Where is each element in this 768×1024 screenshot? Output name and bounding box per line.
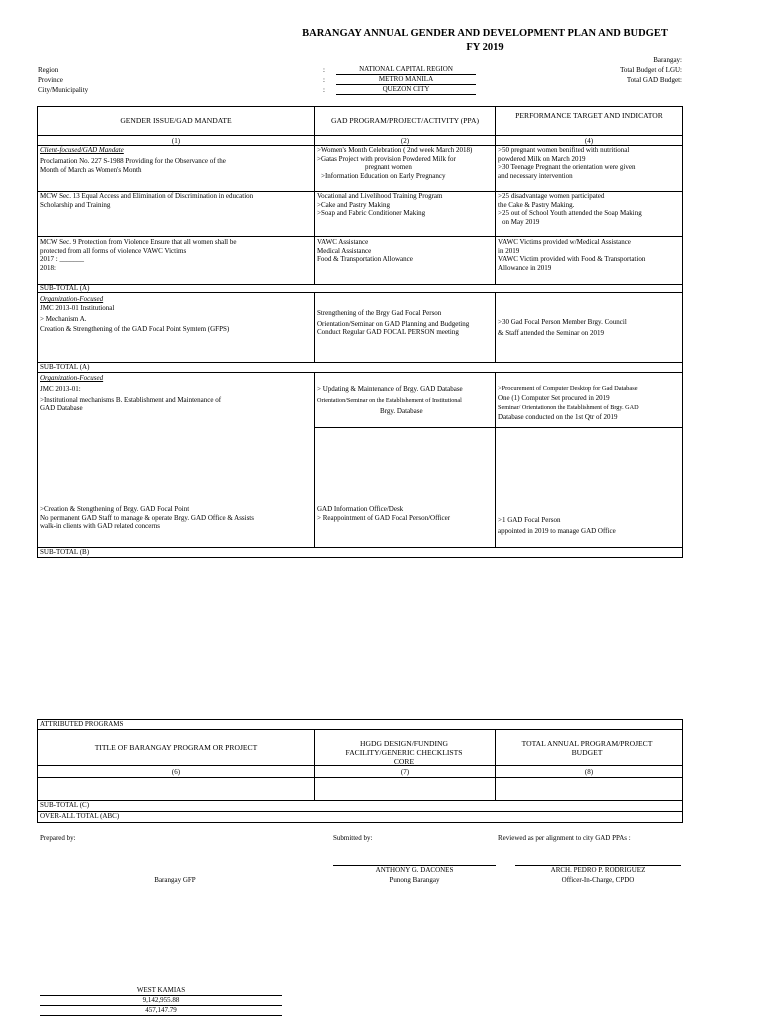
col8-number: (8) bbox=[584, 768, 594, 776]
col-target-header: PERFORMANCE TARGET AND INDICATOR bbox=[515, 111, 663, 120]
province-value: METRO MANILA bbox=[378, 75, 434, 83]
row2-target: >25 disadvantage women participated the Cake & Pastry Making. >25 out of School Youth attended the Soap Making on May 2019 bbox=[498, 192, 642, 226]
col2-number: (2) bbox=[400, 137, 410, 145]
section-client-focused: Client-focused/GAD Mandate bbox=[40, 146, 124, 154]
row1-mandate: Proclamation No. 227 S-1988 Providing for the Observance of the Month of March as Women's Month bbox=[40, 157, 226, 174]
row1-target: >50 pregnant women benifited with nutritional powdered Milk on March 2019 >30 Teenage Pregnant the orientation were given and necessary intervention bbox=[498, 146, 636, 180]
row3-target: VAWC Victims provided w/Medical Assistance in 2019 VAWC Victim provided with Food & Transportation Allowance in 2019 bbox=[498, 238, 646, 272]
reviewed-by-label: Reviewed as per alignment to city GAD PPAs : bbox=[498, 834, 631, 842]
gad-budget-value: 457,147.79 bbox=[145, 1006, 177, 1014]
subtotal-a-1: SUB-TOTAL (A) bbox=[40, 284, 90, 292]
attributed-programs-heading: ATTRIBUTED PROGRAMS bbox=[40, 720, 124, 728]
row6-ppa: GAD Information Office/Desk > Reappointment of GAD Focal Person/Officer bbox=[317, 505, 451, 522]
region-colon: : bbox=[323, 66, 325, 74]
city-label: City/Municipality bbox=[38, 86, 89, 94]
section-organization-focused-2: Organization-Focused bbox=[40, 374, 104, 382]
row3-ppa: VAWC Assistance Medical Assistance Food & Transportation Allowance bbox=[317, 238, 413, 264]
province-label: Province bbox=[38, 76, 63, 84]
submitted-by-label: Submitted by: bbox=[333, 834, 373, 842]
row5-target: >Procurement of Computer Desktop for Gad Database One (1) Computer Set procured in 2019 Seminar/ Orientationon the Establishment of Brgy. GAD Database conducted on the 1st Qtr of 2019 bbox=[498, 385, 639, 421]
row4-target: >30 Gad Focal Person Member Brgy. Council & Staff attended the Seminar on 2019 bbox=[498, 318, 627, 337]
row5-ppa: > Updating & Maintenance of Brgy. GAD Database Orientation/Seminar on the Establishement of Institutional Brgy. Database bbox=[317, 385, 463, 416]
col6-number: (6) bbox=[171, 768, 181, 776]
subtotal-b: SUB-TOTAL (B) bbox=[40, 548, 90, 556]
row2-mandate: MCW Sec. 13 Equal Access and Elimination of Discrimination in education Scholarship and Training bbox=[40, 192, 254, 209]
col4-number: (4) bbox=[584, 137, 594, 145]
col-budget-header: TOTAL ANNUAL PROGRAM/PROJECT BUDGET bbox=[521, 739, 653, 757]
prepared-role: Barangay GFP bbox=[154, 876, 196, 884]
city-value: QUEZON CITY bbox=[382, 85, 430, 93]
col7-number: (7) bbox=[400, 768, 410, 776]
lgu-budget-label: Total Budget of LGU: bbox=[620, 66, 682, 74]
region-label: Region bbox=[38, 66, 59, 74]
subtotal-c: SUB-TOTAL (C) bbox=[40, 801, 90, 809]
reviewed-role: Officer-In-Charge, CPDO bbox=[561, 876, 635, 884]
row6-target: >1 GAD Focal Person appointed in 2019 to manage GAD Office bbox=[498, 516, 616, 535]
page-title: BARANGAY ANNUAL GENDER AND DEVELOPMENT PLAN AND BUDGET bbox=[302, 28, 668, 39]
submitted-name: ANTHONY G. DACONES bbox=[375, 866, 454, 874]
row1-ppa: >Women's Month Celebration ( 2nd week March 2018) >Gatas Project with provision Powdered Milk for pregnant women >Information Education on Early Pregnancy bbox=[317, 146, 473, 180]
subtotal-a-2: SUB-TOTAL (A) bbox=[40, 363, 90, 371]
submitted-role: Punong Barangay bbox=[389, 876, 440, 884]
city-colon: : bbox=[323, 86, 325, 94]
overall-total: OVER-ALL TOTAL (ABC) bbox=[40, 812, 120, 820]
col-ppa-header: GAD PROGRAM/PROJECT/ACTIVITY (PPA) bbox=[331, 116, 479, 125]
province-colon: : bbox=[323, 76, 325, 84]
row4-ppa: Strengthening of the Brgy Gad Focal Person Orientation/Seminar on GAD Planning and Budgeting Conduct Regular GAD FOCAL PERSON meeting bbox=[317, 309, 470, 337]
gad-budget-label: Total GAD Budget: bbox=[626, 76, 682, 84]
row5-mandate: JMC 2013-01: >Institutional mechanisms B. Establishment and Maintenance of GAD Database bbox=[40, 385, 222, 413]
row3-mandate: MCW Sec. 9 Protection from Violence Ensure that all women shall be protected from all forms of violence VAWC Victims 2017 : _______ 2018: bbox=[40, 238, 237, 272]
reviewed-name: ARCH. PEDRO P. RODRIGUEZ bbox=[550, 866, 646, 874]
col-hgdg-header: HGDG DESIGN/FUNDING FACILITY/GENERIC CHECKLISTS CORE bbox=[345, 739, 463, 766]
region-value: NATIONAL CAPITAL REGION bbox=[359, 65, 453, 73]
barangay-value: WEST KAMIAS bbox=[136, 986, 186, 994]
fiscal-year: FY 2019 bbox=[466, 42, 504, 53]
col1-number: (1) bbox=[171, 137, 181, 145]
section-organization-focused-1: Organization-Focused bbox=[40, 295, 104, 303]
lgu-budget-value: 9,142,955.88 bbox=[142, 996, 180, 1004]
row4-mandate: JMC 2013-01 Institutional > Mechanism A. Creation & Strengthening of the GAD Focal Point Symtem (GFPS) bbox=[40, 304, 230, 334]
row6-mandate: >Creation & Stengthening of Brgy. GAD Focal Point No permanent GAD Staff to manage & operate Brgy. GAD Office & Assists walk-in clients with GAD related concerns bbox=[40, 505, 254, 531]
barangay-label: Barangay: bbox=[653, 56, 682, 64]
row2-ppa: Vocational and Livelihood Training Program >Cake and Pastry Making >Soap and Fabric Conditioner Making bbox=[317, 192, 443, 218]
col-gender-issue-header: GENDER ISSUE/GAD MANDATE bbox=[120, 116, 232, 125]
col-program-title-header: TITLE OF BARANGAY PROGRAM OR PROJECT bbox=[94, 743, 258, 752]
prepared-by-label: Prepared by: bbox=[40, 834, 76, 842]
